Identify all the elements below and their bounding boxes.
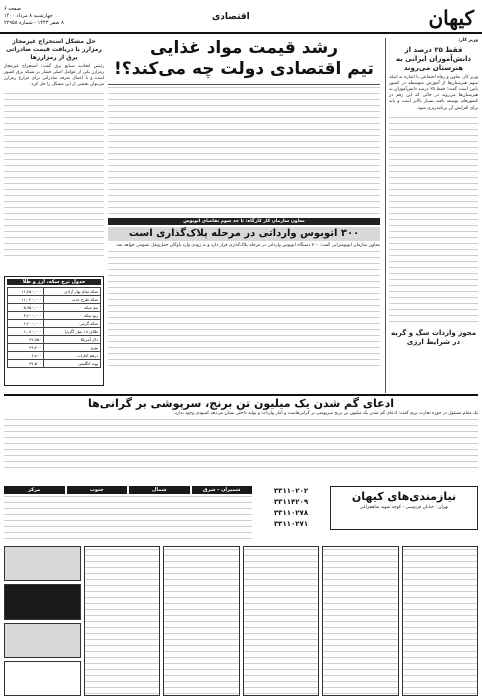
rate-label: یورو	[44, 344, 101, 352]
rate-label: پوند انگلیس	[44, 360, 101, 368]
phone-number: ۳۳۱۱۰۲۰۲	[273, 487, 309, 495]
main-headline	[108, 38, 380, 80]
bus-kicker: معاون سازمان کار کارگاه: تا حد سوم تقاضای اتوبوس	[108, 218, 380, 225]
right-second-title: مجوز واردات سگ و گربه در شرایط ارزی	[390, 328, 477, 346]
classified-ad	[84, 546, 161, 696]
rates-row	[8, 352, 101, 360]
rates-row	[8, 344, 101, 352]
issue-line: ۸ صفر ۱۴۴۳ - شماره ۲۲۹۵۸	[4, 20, 64, 26]
classified-ad	[4, 584, 81, 619]
rate-value: ۶,۸۰۰	[8, 352, 44, 360]
rates-table	[7, 287, 101, 368]
rate-value: ۱۱,۰۲۰,۰۰۰	[8, 296, 44, 304]
rate-value: ۱۱,۲۵۰,۰۰۰	[8, 288, 44, 296]
classifieds-regions	[4, 486, 252, 542]
rate-value: ۵,۹۵۰,۰۰۰	[8, 304, 44, 312]
rates-box	[4, 276, 104, 386]
date-line: چهارشنبه ۸ مرداد ۱۴۰۰	[4, 13, 53, 19]
rates-row	[8, 336, 101, 344]
rates-row	[8, 288, 101, 296]
classified-ad	[4, 546, 81, 581]
rates-row	[8, 296, 101, 304]
classified-ad-column	[4, 546, 81, 696]
page-info	[4, 6, 64, 27]
rate-label: ربع سکه	[44, 312, 101, 320]
classified-ad	[163, 546, 240, 696]
classifieds-phones	[256, 486, 326, 542]
rate-value: ۲۹,۴۰۰	[8, 344, 44, 352]
right-title: فقط ۲۵ درصد از دانش‌آموزان ایرانی به هنرستان می‌روند	[395, 46, 472, 73]
region-header-row	[4, 486, 252, 494]
region-header: مرکز	[4, 486, 65, 494]
headline-line-2: تیم اقتصادی دولت چه می‌کند؟!	[114, 59, 374, 79]
left-column	[4, 38, 104, 273]
rice-body-fill	[4, 417, 478, 469]
classifieds-banner	[330, 486, 478, 530]
bus-body: معاون سازمان اتوبوسرانی گفت: ۳۰۰ دستگاه اتوبوس وارداتی در مرحله پلاک‌گذاری قرار دارد و به زودی وارد ناوگان حمل‌ونقل عمومی خواهد شد.	[115, 243, 380, 248]
newspaper-logo: کیهان	[428, 6, 474, 30]
rates-row	[8, 320, 101, 328]
right-body: وزیر کار، تعاون و رفاه اجتماعی با اشاره به اینکه سهم هنرستان‌ها از آموزش متوسطه در کشور پایین است گفت: فقط ۲۵ درصد دانش‌آموزان به هنرستان‌ها می‌روند در حالی که این رقم در کشورهای توسعه یافته بسیار بالاتر است و باید برای افزایش آن برنامه‌ریزی شود.	[387, 75, 478, 111]
rates-row	[8, 360, 101, 368]
rate-label: سکه طرح جدید	[44, 296, 101, 304]
right-column	[385, 38, 478, 393]
masthead	[0, 4, 482, 34]
phone-number: ۳۳۱۱۰۲۷۱	[273, 520, 309, 528]
bus-story	[108, 218, 380, 388]
classified-ad	[402, 546, 479, 696]
region-header: جنوب	[67, 486, 128, 494]
rate-label: سکه تمام بهار آزادی	[44, 288, 101, 296]
classifieds-title: نیازمندی‌های کیهان	[351, 490, 457, 503]
classified-ad	[322, 546, 399, 696]
classified-ad	[4, 623, 81, 658]
rates-row	[8, 312, 101, 320]
rates-row	[8, 328, 101, 336]
right-kicker: وزیر کار:	[458, 38, 478, 43]
rate-label: سکه گرمی	[44, 320, 101, 328]
section-title: اقتصادی	[212, 12, 250, 22]
left-title: حل مشکل استخراج غیرمجاز رمزارز با دریافت قیمت صادراتی برق از رمزارزها	[6, 38, 102, 61]
rice-headline: ادعای گم شدن یک میلیون تن برنج، سرپوشی بر گرانی‌ها	[87, 397, 395, 410]
rate-value: ۲۴,۸۵۰	[8, 336, 44, 344]
bus-headline: ۳۰۰ اتوبوس وارداتی در مرحله پلاک‌گذاری است	[108, 227, 380, 241]
classifieds-address: تهران - خیابان فردوسی - کوچه شهید شاهچراغی	[359, 505, 449, 510]
rate-value: ۳,۶۰۰,۰۰۰	[8, 312, 44, 320]
phone-number: ۳۳۱۱۴۲۰۹	[273, 498, 309, 506]
rates-row	[8, 304, 101, 312]
classified-ad	[243, 546, 320, 696]
rate-value: ۳۴,۵۰۰	[8, 360, 44, 368]
left-body-fill	[4, 91, 104, 261]
right-body-fill	[389, 115, 478, 325]
rate-label: دلار آمریکا	[44, 336, 101, 344]
headline-line-1: رشد قیمت مواد غذایی	[149, 38, 339, 58]
rate-label: طلای ۱۸ عیار (گرم)	[44, 328, 101, 336]
rates-title: جدول نرخ سکه، ارز و طلا	[7, 279, 101, 285]
rice-story	[4, 394, 478, 482]
bus-body-fill	[108, 249, 380, 369]
rate-label: نیم سکه	[44, 304, 101, 312]
page-label: صفحه ۶	[4, 6, 21, 12]
region-header: شمال	[129, 486, 190, 494]
rate-label: درهم امارات	[44, 352, 101, 360]
rate-value: ۱,۰۸۰,۰۰۰	[8, 328, 44, 336]
left-body: رئیس اتحادیه صنایع برق گفت: استخراج غیرمجاز رمزارز یکی از عوامل اصلی فشار بر شبکه برق کشور است و با اعمال تعرفه صادراتی برای مزارع رمزارز می‌توان بخشی از این مشکل را حل کرد.	[2, 64, 104, 88]
classified-ad	[4, 661, 81, 696]
region-header: شمیران - شرق	[192, 486, 253, 494]
region-listings	[4, 494, 252, 540]
center-body-text	[108, 84, 380, 216]
classified-ads-grid	[4, 546, 478, 696]
phone-number: ۳۳۱۱۰۲۷۸	[273, 509, 309, 517]
rice-body: یک مقام مسئول در حوزه تجارت برنج گفت: ادعای گم شدن یک میلیون تن برنج سرپوشی بر گرانی‌هاست و آمار واردات و تولید داخلی نشان می‌دهد کمبودی وجود ندارد.	[173, 411, 478, 416]
rate-value: ۲,۲۰۰,۰۰۰	[8, 320, 44, 328]
